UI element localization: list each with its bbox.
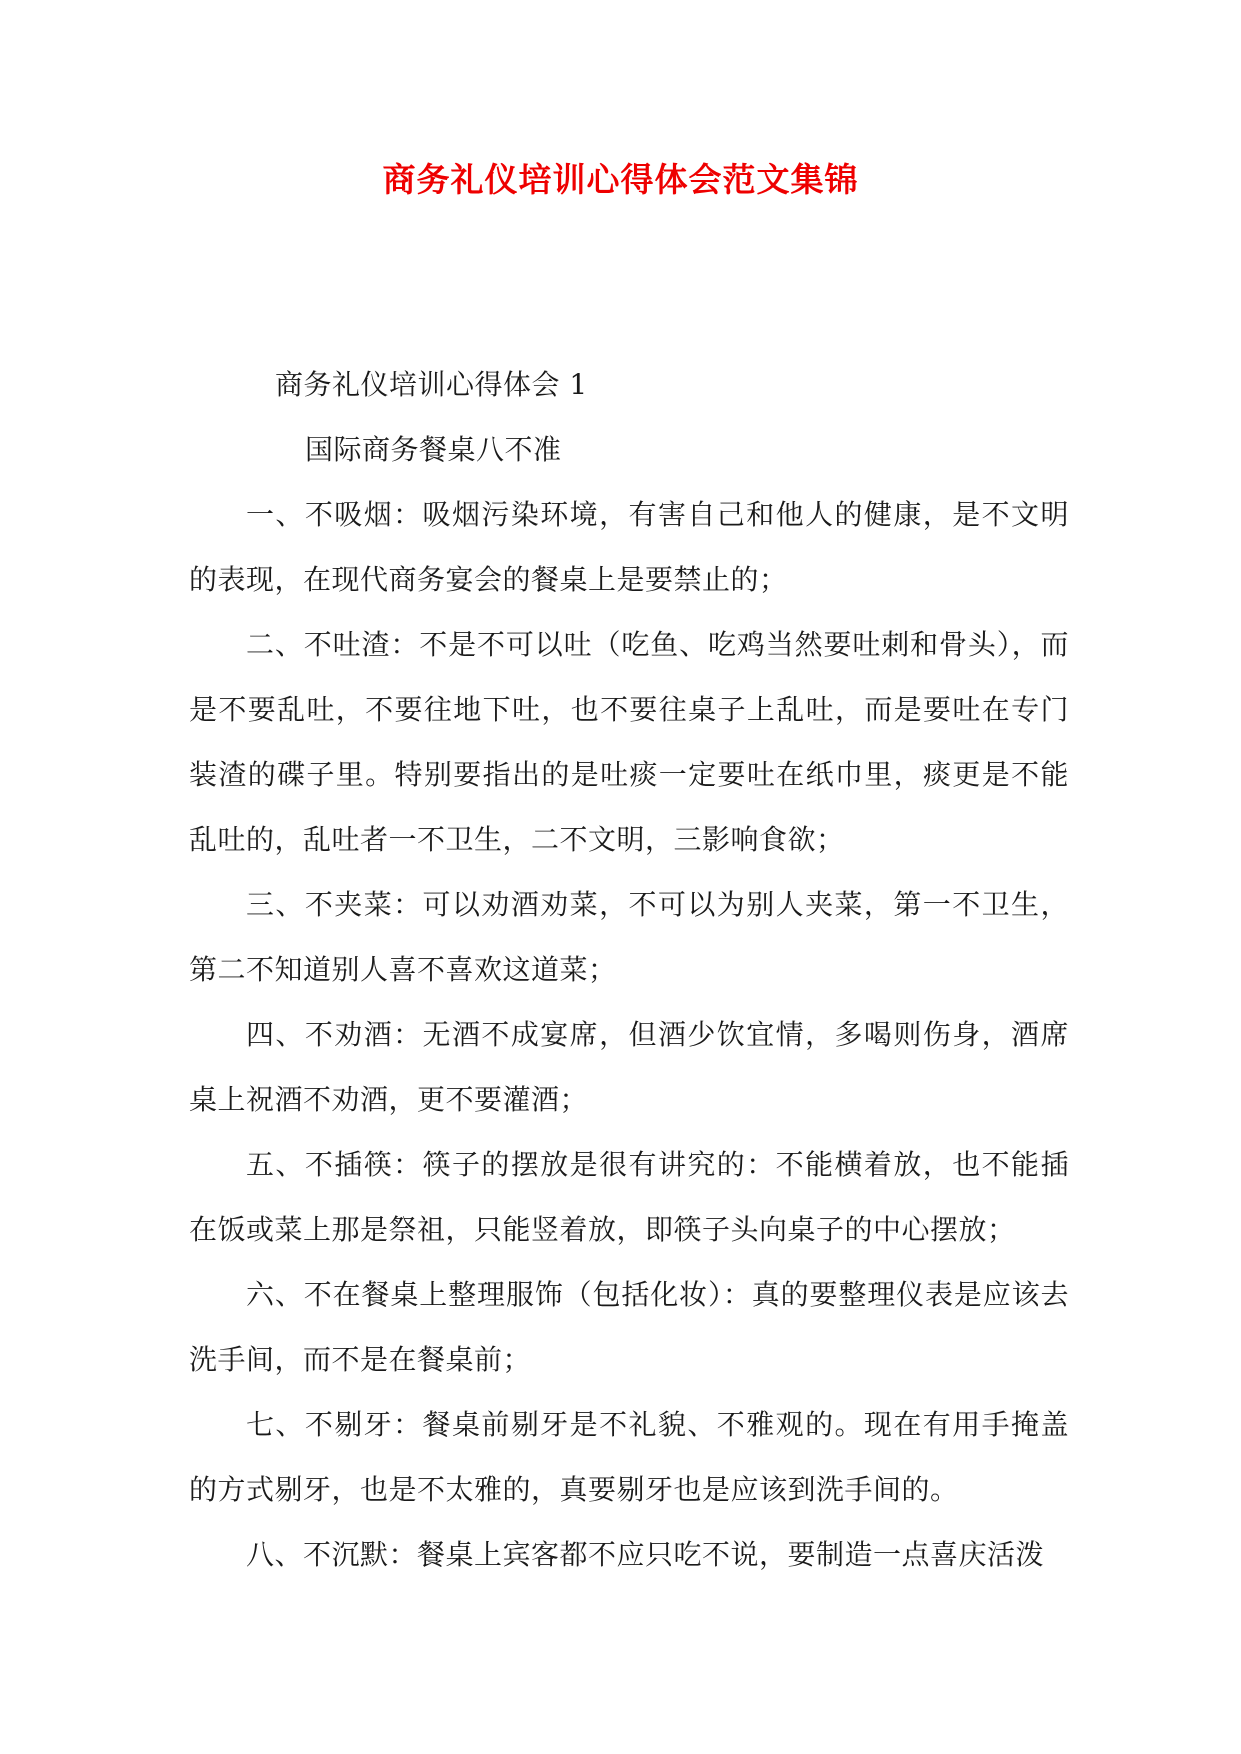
paragraph-8: 八、不沉默：餐桌上宾客都不应只吃不说，要制造一点喜庆活泼 [246, 1538, 1045, 1571]
subheading: 国际商务餐桌八不准 [305, 433, 562, 466]
paragraph-1: 一、不吸烟：吸烟污染环境，有害自己和他人的健康，是不文明的表现，在现代商务宴会的餐桌上是要禁止的； [189, 498, 1069, 596]
document-body [189, 352, 1069, 1587]
paragraph-4: 四、不劝酒：无酒不成宴席，但酒少饮宜情，多喝则伤身，酒席桌上祝酒不劝酒，更不要灌酒； [189, 1018, 1069, 1116]
paragraph-7: 七、不剔牙：餐桌前剔牙是不礼貌、不雅观的。现在有用手掩盖的方式剔牙，也是不太雅的，真要剔牙也是应该到洗手间的。 [189, 1408, 1069, 1506]
paragraph-3: 三、不夹菜：可以劝酒劝菜，不可以为别人夹菜，第一不卫生，第二不知道别人喜不喜欢这道菜； [189, 888, 1069, 986]
paragraph-2: 二、不吐渣：不是不可以吐（吃鱼、吃鸡当然要吐刺和骨头），而是不要乱吐，不要往地下吐，也不要往桌子上乱吐，而是要吐在专门装渣的碟子里。特别要指出的是吐痰一定要吐在纸巾里，痰更是不能乱吐的，乱吐者一不卫生，二不文明，三影响食欲； [189, 628, 1069, 856]
document-title: 商务礼仪培训心得体会范文集锦 [382, 160, 859, 199]
paragraph-5: 五、不插筷：筷子的摆放是很有讲究的：不能横着放，也不能插在饭或菜上那是祭祖，只能竖着放，即筷子头向桌子的中心摆放； [189, 1148, 1069, 1246]
section-heading: 商务礼仪培训心得体会 1 [275, 368, 588, 401]
paragraph-6: 六、不在餐桌上整理服饰（包括化妆）：真的要整理仪表是应该去洗手间，而不是在餐桌前； [189, 1278, 1069, 1376]
